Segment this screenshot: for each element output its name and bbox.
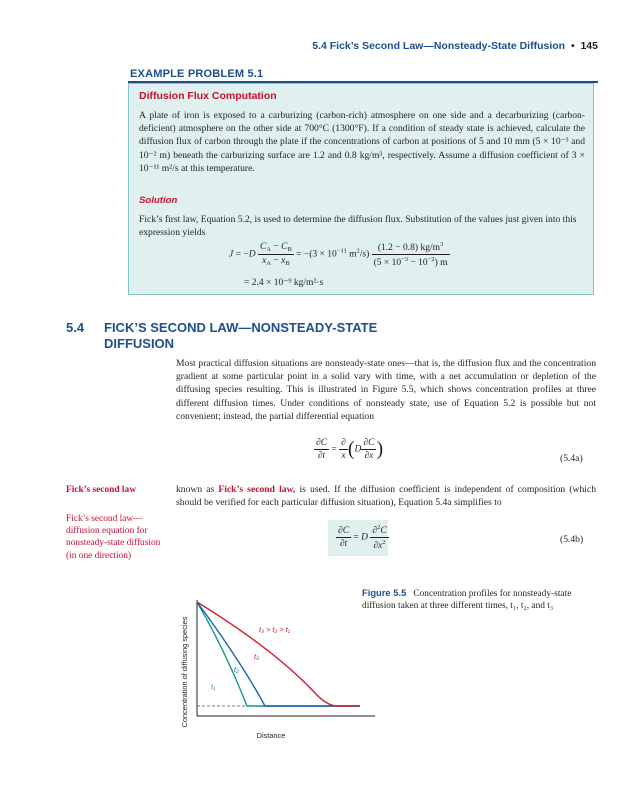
order-label: t₃ > t₂ > t₁ — [259, 625, 291, 634]
figure-5-5 — [175, 590, 375, 750]
running-head — [262, 40, 598, 52]
section-title-line2: DIFFUSION — [104, 336, 175, 351]
ficks-second-law-term: Fick’s second law, — [218, 484, 296, 495]
label-t1: t₁ — [211, 682, 216, 691]
section-paragraph-1: Most practical diffusion situations are nonsteady-state ones—that is, the diffusion flux and the concentration gradient at some particular point in a solid vary with time, with a net accumulation or depletion of the diffusing species resulting. This is illustrated in Figure 5.5, which shows concentration profiles at three different diffusion times. Under conditions of nonsteady state, use of Equation 5.2 is possible but not convenient; instead, the partial differential equation — [176, 358, 596, 422]
figure-ylabel: Concentration of diffusing species — [180, 616, 189, 728]
figure-caption-text: Concentration profiles for nonsteady-state diffusion taken at three different times, t₁, t₂, and t₃ — [362, 589, 572, 612]
margin-note-diffusion-equation: Fick’s second law—diffusion equation for nonsteady-state diffusion (in one direction) — [66, 514, 161, 561]
flux-equation: J = −D $\frac{C_A - C_B}{x_A - x_B}$ = $-(3 \times 10^{-11}$ $m^2/s$) $\frac{(1.2 - 0.8) kg/m^3}{(5 \times 10^{-3} - 10^{-2}) m}$ — [229, 241, 448, 268]
figure-caption — [362, 587, 596, 613]
example-title: Diffusion Flux Computation — [139, 90, 277, 102]
section-paragraph-2 — [176, 483, 596, 509]
figure-xlabel: Distance — [256, 731, 286, 740]
header-separator: • — [570, 40, 575, 52]
example-label: EXAMPLE PROBLEM 5.1 — [130, 68, 264, 80]
label-t2: t₂ — [234, 665, 239, 674]
section-title-line1: FICK’S SECOND LAW—NONSTEADY-STATE — [104, 320, 378, 335]
figure-caption-label: Figure 5.5 — [362, 587, 407, 598]
running-title: 5.4 Fick’s Second Law—Nonsteady-State Diffusion — [312, 40, 566, 52]
section-number: 5.4 — [66, 320, 85, 335]
flux-result: = 2.4 × 10⁻⁹ kg/m²·s — [244, 278, 324, 288]
solution-label: Solution — [139, 195, 178, 206]
para2-before: known as — [176, 484, 219, 495]
equation-5-4b: $\frac{\partial C}{\partial t}$ = D $\frac{\partial^2C}{\partial x^2}$ — [338, 524, 387, 551]
margin-note-ficks-second-law: Fick’s second law — [66, 485, 136, 495]
curve-t3 — [197, 602, 360, 706]
example-box — [128, 83, 594, 295]
section-heading — [66, 320, 486, 352]
page-number: 145 — [580, 40, 598, 52]
para2-after: is used. If the diffusion coefficient is independent of composition (which should be verified for each particular diffusion situation), Equation 5.4a simplifies to — [176, 484, 597, 509]
equation-5-4a: $\frac{\partial C}{\partial t}$ = $\frac{\partial}{x}$ (D $\frac{\partial C}{\partial x}$ ) — [316, 438, 384, 461]
equation-5-4a-number: (5.4a) — [560, 453, 583, 464]
solution-text: Fick’s first law, Equation 5.2, is used to determine the diffusion flux. Substitution of the values just given into this expression yields — [139, 214, 577, 239]
equation-5-4b-number: (5.4b) — [560, 534, 584, 545]
label-t3: t₃ — [254, 652, 259, 661]
example-problem-text: A plate of iron is exposed to a carburizing (carbon-rich) atmosphere on one side and a decarburizing (carbon-deficient) atmosphere on the other side at 700°C (1300°F). If a condition of steady state is achieved, calculate the diffusion flux of carbon through the plate if the concentrations of carbon at positions of 5 and 10 mm (5 × 10⁻³ and 10⁻² m) beneath the carburizing surface are 1.2 and 0.8 kg/m³, respectively. Assume a diffusion coefficient of 3 × 10⁻¹¹ m²/s at this temperature. — [139, 110, 585, 174]
